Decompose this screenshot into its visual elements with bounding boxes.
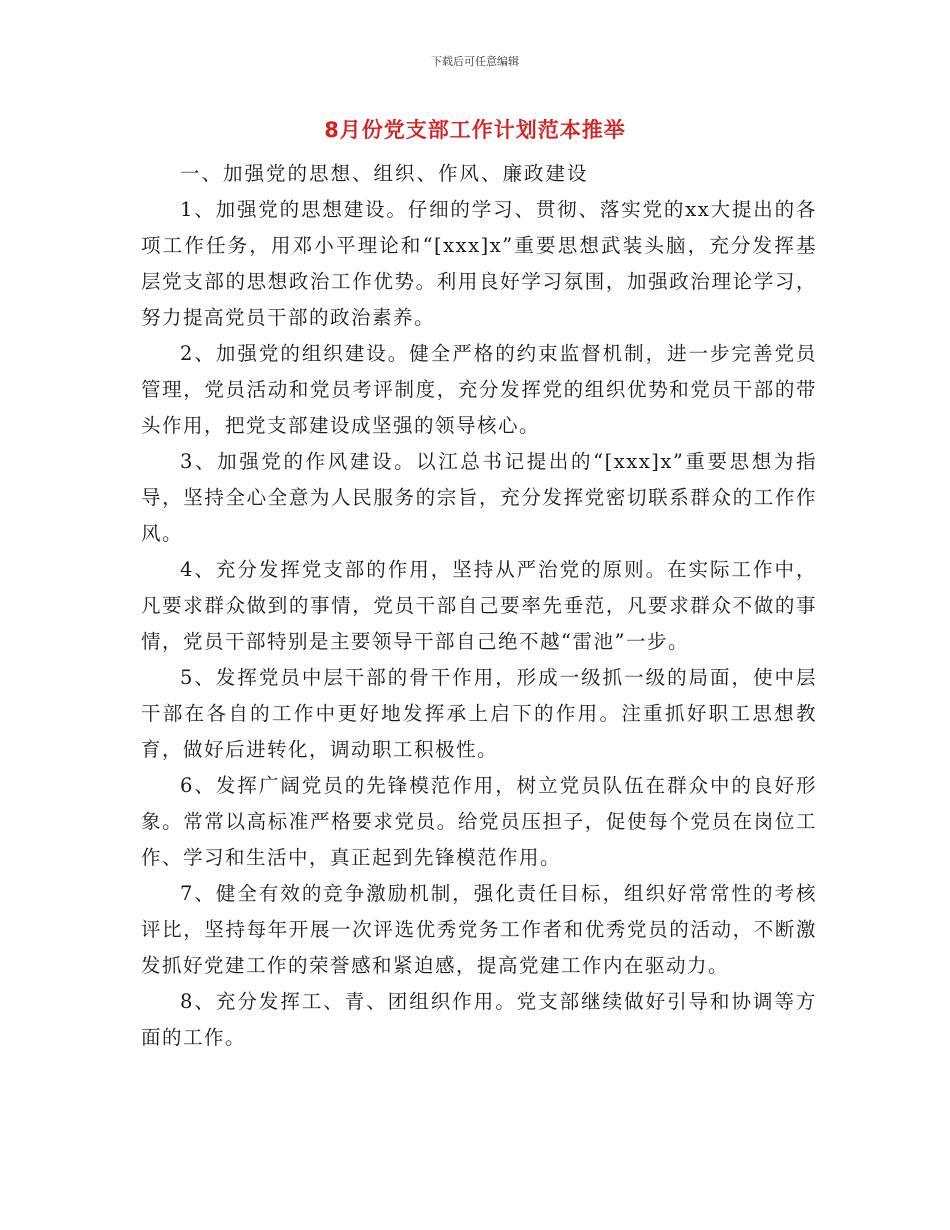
paragraph-8: 8、充分发挥工、青、团组织作用。党支部继续做好引导和协调等方面的工作。 bbox=[141, 990, 817, 1049]
paragraph-2: 2、加强党的组织建设。健全严格的约束监督机制，进一步完善党员管理，党员活动和党员考评制度，充分发挥党的组织优势和党员干部的带头作用，把党支部建设成坚强的领导核心。 bbox=[141, 342, 817, 437]
paragraph-3: 3、加强党的作风建设。以江总书记提出的“[xxx]x”重要思想为指导，坚持全心全意为人民服务的宗旨，充分发挥党密切联系群众的工作作风。 bbox=[141, 450, 817, 545]
paragraph-6: 6、发挥广阔党员的先锋模范作用，树立党员队伍在群众中的良好形象。常常以高标准严格要求党员。给党员压担子，促使每个党员在岗位工作、学习和生活中，真正起到先锋模范作用。 bbox=[141, 774, 817, 869]
document-body bbox=[141, 156, 817, 1056]
document-title: 8月份党支部工作计划范本推举 bbox=[324, 118, 626, 142]
paragraph-7: 7、健全有效的竞争激励机制，强化责任目标，组织好常常性的考核评比，坚持每年开展一次评选优秀党务工作者和优秀党员的活动，不断激发抓好党建工作的荣誉感和紧迫感，提高党建工作内在驱动力。 bbox=[141, 882, 817, 977]
paragraph-4: 4、充分发挥党支部的作用，坚持从严治党的原则。在实际工作中，凡要求群众做到的事情，党员干部自己要率先垂范，凡要求群众不做的事情，党员干部特别是主要领导干部自己绝不越“雷池”一步。 bbox=[141, 558, 817, 653]
section-heading: 一、加强党的思想、组织、作风、廉政建设 bbox=[180, 162, 589, 185]
paragraph-1: 1、加强党的思想建设。仔细的学习、贯彻、落实党的xx大提出的各项工作任务，用邓小平理论和“[xxx]x”重要思想武装头脑，充分发挥基层党支部的思想政治工作优势。利用良好学习氛围，加强政治理论学习，努力提高党员干部的政治素养。 bbox=[141, 198, 817, 329]
header-note: 下载后可任意编辑 bbox=[431, 55, 519, 68]
paragraph-5: 5、发挥党员中层干部的骨干作用，形成一级抓一级的局面，使中层干部在各自的工作中更好地发挥承上启下的作用。注重抓好职工思想教育，做好后进转化，调动职工积极性。 bbox=[141, 666, 817, 761]
